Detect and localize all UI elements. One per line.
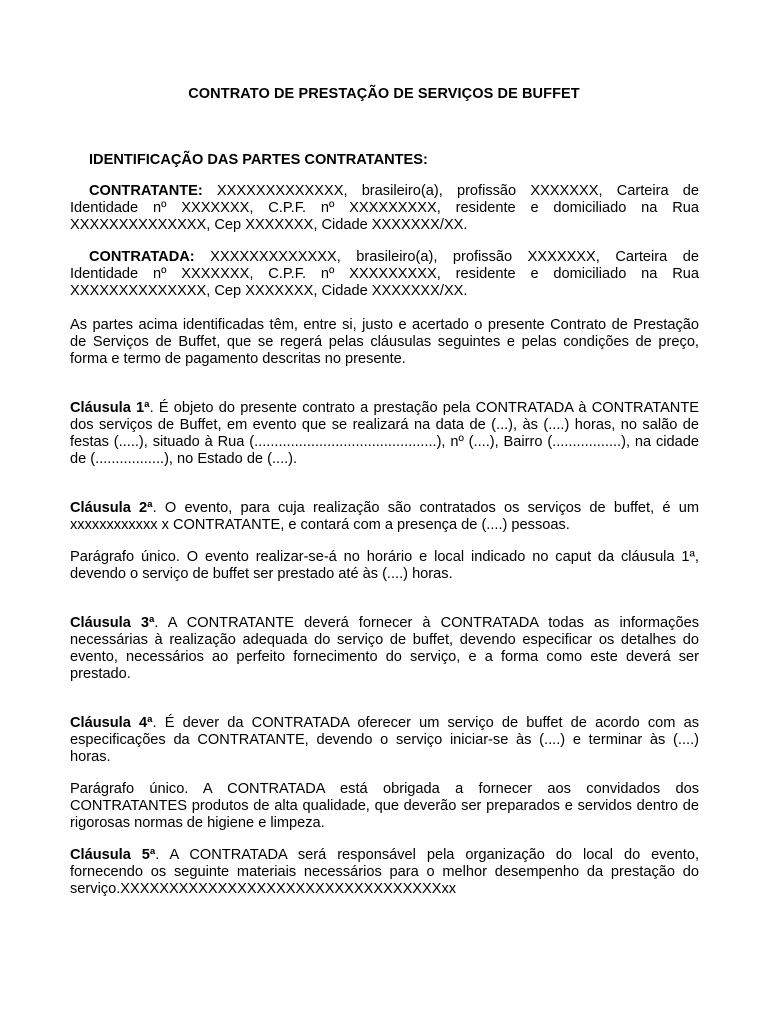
contratante-paragraph <box>70 183 699 234</box>
clausula-2-paragrafo: Parágrafo único. O evento realizar-se-á no horário e local indicado no caput da cláusula 1ª, devendo o serviço de buffet ser prestado até às (....) horas. <box>70 549 699 582</box>
clausula-4-text: . É dever da CONTRATADA oferecer um serviço de buffet de acordo com as especificações da CONTRATANTE, devendo o serviço iniciar-se às (....) e terminar às (....) horas. <box>70 715 699 765</box>
clausula-2 <box>70 500 699 534</box>
contratada-paragraph <box>70 249 699 300</box>
contratada-label: CONTRATADA: <box>89 249 195 265</box>
contratada-text: XXXXXXXXXXXXX, brasileiro(a), profissão XXXXXXX, Carteira de Identidade nº XXXXXXX, C.P.F. nº XXXXXXXXX, residente e domiciliado na Rua XXXXXXXXXXXXXX, Cep XXXXXXX, Cidade XXXXXXX/XX. <box>70 249 699 299</box>
clausula-4 <box>70 715 699 766</box>
clausula-1-label: Cláusula 1ª <box>70 400 150 416</box>
clausula-4-label: Cláusula 4ª <box>70 715 153 731</box>
clausula-4-paragrafo: Parágrafo único. A CONTRATADA está obrigada a fornecer aos convidados dos CONTRATANTES produtos de alta qualidade, que deverão ser preparados e servidos dentro de rigorosas normas de higiene e limpeza. <box>70 781 699 831</box>
clausula-5-text: . A CONTRATADA será responsável pela organização do local do evento, fornecendo os seguinte materiais necessários para o melhor desempenho da prestação do serviço.XXXXXXXXXXXXXXXXXXXXXXXXXXXXXXXXXxx <box>70 847 699 897</box>
clausula-1-text: . É objeto do presente contrato a prestação pela CONTRATADA à CONTRATANTE dos serviços de Buffet, em evento que se realizará na data de (...), às (....) horas, no salão de festas (.....), situado à Rua (.............................................), nº (....), Bairro (.................), na cidade de (.................), no Estado de (....). <box>70 400 699 467</box>
clausula-2-label: Cláusula 2ª <box>70 500 153 516</box>
document-title: CONTRATO DE PRESTAÇÃO DE SERVIÇOS DE BUFFET <box>188 86 580 102</box>
clausula-1 <box>70 400 699 468</box>
intro-paragraph: As partes acima identificadas têm, entre si, justo e acertado o presente Contrato de Prestação de Serviços de Buffet, que se regerá pelas cláusulas seguintes e pelas condições de preço, forma e termo de pagamento descritas no presente. <box>70 317 699 367</box>
clausula-5-label: Cláusula 5ª <box>70 847 156 863</box>
clausula-5 <box>70 847 699 898</box>
contratante-label: CONTRATANTE: <box>89 183 203 199</box>
clausula-3-label: Cláusula 3ª <box>70 615 155 631</box>
contratante-text: XXXXXXXXXXXXX, brasileiro(a), profissão XXXXXXX, Carteira de Identidade nº XXXXXXX, C.P.F. nº XXXXXXXXX, residente e domiciliado na Rua XXXXXXXXXXXXXX, Cep XXXXXXX, Cidade XXXXXXX/XX. <box>70 183 699 233</box>
section-heading: IDENTIFICAÇÃO DAS PARTES CONTRATANTES: <box>89 152 428 168</box>
clausula-2-text: . O evento, para cuja realização são contratados os serviços de buffet, é um xxxxxxxxxxxx x CONTRATANTE, e contará com a presença de (....) pessoas. <box>70 500 699 533</box>
clausula-3-text: . A CONTRATANTE deverá fornecer à CONTRATADA todas as informações necessárias à realização adequada do serviço de buffet, devendo especificar os detalhes do evento, necessários ao perfeito fornecimento do serviço, e a forma como este deverá ser prestado. <box>70 615 699 682</box>
clausula-3 <box>70 615 699 683</box>
document-body <box>70 152 699 898</box>
